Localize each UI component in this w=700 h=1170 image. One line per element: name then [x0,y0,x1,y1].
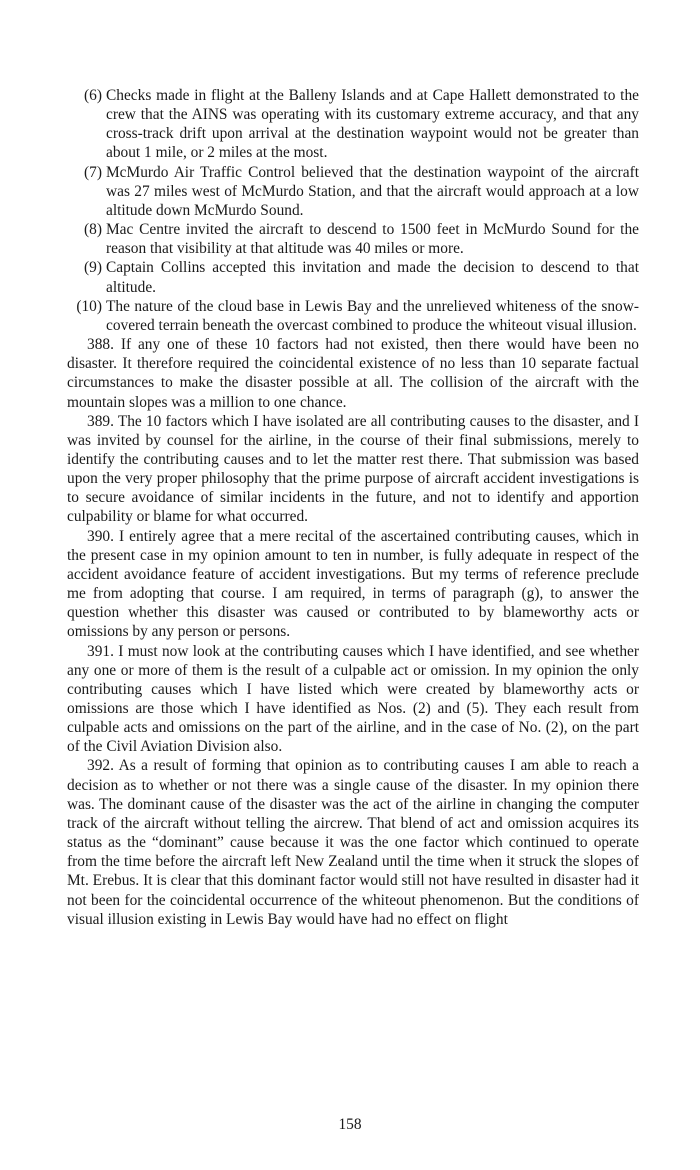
paragraph-389: 389. The 10 factors which I have isolated are all contributing causes to the disaster, and I was invited by counsel for the airline, in the course of their final submissions, merely to identify the contributing causes and to let the matter rest there. That submission was based upon the very proper philosophy that the prime purpose of aircraft accident investigations is to secure avoidance of similar incidents in the future, and not to identify and apportion culpability or blame for what occurred. [67,412,639,526]
list-item-number: (8) [84,221,102,239]
list-item [67,220,639,258]
list-item-number: (10) [76,297,102,315]
list-item-text: McMurdo Air Traffic Control believed that the destination waypoint of the aircraft was 27 miles west of McMurdo Station, and that the aircraft would approach at a low altitude down McMurdo Sound. [106,163,639,219]
paragraph-388: 388. If any one of these 10 factors had not existed, then there would have been no disaster. It therefore required the coincidental existence of no less than 10 separate factual circumstances to make the disaster possible at all. The collision of the aircraft with the mountain slopes was a million to one chance. [67,336,639,411]
list-item-number: (9) [84,259,102,277]
list-item-text: The nature of the cloud base in Lewis Bay and the unrelieved whiteness of the snow-covered terrain beneath the overcast combined to produce the whiteout visual illusion. [106,297,639,334]
list-item-text: Captain Collins accepted this invitation and made the decision to descend to that altitude. [106,259,639,296]
list-item-text: Checks made in flight at the Balleny Islands and at Cape Hallett demonstrated to the crew that the AINS was operating with its customary extreme accuracy, and that any cross-track drift upon arrival at the destination waypoint would not be greater than about 1 mile, or 2 miles at the most. [106,87,639,162]
paragraph-392: 392. As a result of forming that opinion as to contributing causes I am able to reach a decision as to whether or not there was a single cause of the disaster. In my opinion there was. The dominant cause of the disaster was the act of the airline in changing the computer track of the aircraft without telling the aircrew. That blend of act and omission acquires its status as the “dominant” cause because it was the one factor which continued to operate from the time before the aircraft left New Zealand until the time when it struck the slopes of Mt. Erebus. It is clear that this dominant factor would still not have resulted in disaster had it not been for the coincidental occurrence of the whiteout phenomenon. But the conditions of visual illusion existing in Lewis Bay would have had no effect on flight [67,757,639,928]
list-item [67,163,639,220]
list-item-number: (7) [84,163,102,181]
page-body [67,86,639,929]
list-item-number: (6) [84,87,102,104]
list-item [67,297,639,335]
paragraph-390: 390. I entirely agree that a mere recital of the ascertained contributing causes, which in the present case in my opinion amount to ten in number, is fully adequate in respect of the accident avoidance feature of accident investigations. But my terms of reference preclude me from adopting that course. I am required, in terms of paragraph (g), to answer the question whether this disaster was caused or contributed to by blameworthy acts or omissions by any person or persons. [67,527,639,641]
list-item [67,258,639,296]
list-item-text: Mac Centre invited the aircraft to descend to 1500 feet in McMurdo Sound for the reason that visibility at that altitude was 40 miles or more. [106,221,639,258]
page-number: 158 [338,1116,362,1133]
paragraph-391: 391. I must now look at the contributing causes which I have identified, and see whether any one or more of them is the result of a culpable act or omission. In my opinion the only contributing causes which I have listed which were created by blameworthy acts or omissions are those which I have identified as Nos. (2) and (5). They each result from culpable acts and omissions on the part of the airline, and in the case of No. (2), on the part of the Civil Aviation Division also. [67,642,639,756]
list-item [67,86,639,163]
